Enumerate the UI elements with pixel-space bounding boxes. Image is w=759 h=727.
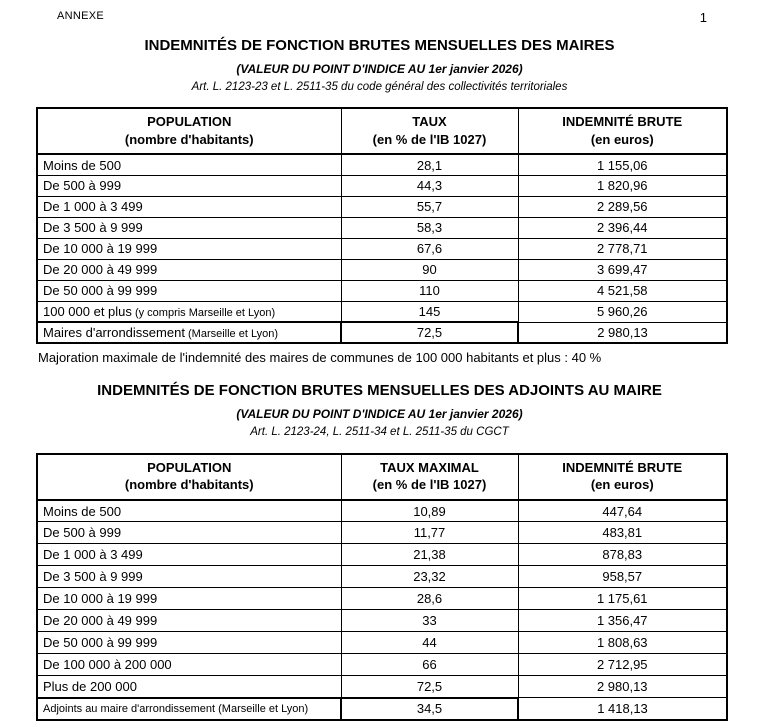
- table-row: [37, 238, 727, 259]
- taux-cell: 11,77: [341, 522, 518, 544]
- col-subtitle: (en % de l'IB 1027): [372, 477, 487, 493]
- adjoints-col-population: [37, 454, 341, 500]
- indemnite-cell: 2 980,13: [518, 676, 727, 698]
- indemnite-cell: 483,81: [518, 522, 727, 544]
- table-row: [37, 698, 727, 720]
- table-row: [37, 610, 727, 632]
- taux-cell: 21,38: [341, 544, 518, 566]
- population-cell: [37, 217, 341, 238]
- population-label: De 3 500 à 9 999: [43, 569, 143, 585]
- population-cell: [37, 196, 341, 217]
- population-cell: [37, 698, 341, 720]
- indemnite-cell: 1 155,06: [518, 154, 727, 175]
- section-adjoints: [0, 383, 759, 720]
- indemnite-cell: 2 289,56: [518, 196, 727, 217]
- population-label: Moins de 500: [43, 157, 122, 173]
- table-row: [37, 259, 727, 280]
- taux-cell: 28,1: [341, 154, 518, 175]
- indemnite-cell: 2 396,44: [518, 217, 727, 238]
- population-note: (y compris Marseille et Lyon): [131, 307, 276, 320]
- maires-col-indemnite: [518, 108, 727, 154]
- indemnite-cell: 2 778,71: [518, 238, 727, 259]
- col-subtitle: (nombre d'habitants): [124, 477, 254, 493]
- population-label: Adjoints au maire d'arrondissement: [43, 702, 216, 715]
- taux-cell: 44,3: [341, 175, 518, 196]
- population-label: Maires d'arrondissement: [43, 325, 185, 341]
- adjoints-col-indemnite: [518, 454, 727, 500]
- indemnite-cell: 447,64: [518, 500, 727, 522]
- adjoints-header-row: [37, 454, 727, 500]
- col-title: TAUX: [412, 114, 447, 130]
- col-subtitle: (nombre d'habitants): [124, 131, 254, 147]
- population-label: De 50 000 à 99 999: [43, 635, 158, 651]
- table-row: [37, 322, 727, 343]
- taux-cell: 58,3: [341, 217, 518, 238]
- indemnite-cell: 1 808,63: [518, 632, 727, 654]
- population-cell: [37, 610, 341, 632]
- population-cell: [37, 566, 341, 588]
- taux-cell: 34,5: [341, 698, 518, 720]
- population-cell: [37, 632, 341, 654]
- population-label: De 500 à 999: [43, 525, 122, 541]
- population-label: De 20 000 à 49 999: [43, 262, 158, 278]
- indemnite-cell: 1 418,13: [518, 698, 727, 720]
- maires-table: [36, 107, 728, 344]
- population-label: Moins de 500: [43, 503, 122, 519]
- taux-cell: 66: [341, 654, 518, 676]
- taux-cell: 72,5: [341, 676, 518, 698]
- population-cell: [37, 654, 341, 676]
- page-number: 1: [699, 10, 707, 25]
- col-title: INDEMNITÉ BRUTE: [562, 114, 683, 130]
- section-maires: [0, 38, 759, 366]
- adjoints-col-taux: [341, 454, 518, 500]
- table-row: [37, 544, 727, 566]
- taux-cell: 44: [341, 632, 518, 654]
- population-cell: [37, 175, 341, 196]
- col-title: POPULATION: [147, 459, 232, 475]
- population-cell: [37, 544, 341, 566]
- page-header: [0, 0, 759, 25]
- col-subtitle: (en % de l'IB 1027): [372, 131, 487, 147]
- table-row: [37, 154, 727, 175]
- maires-title: INDEMNITÉS DE FONCTION BRUTES MENSUELLES DES MAIRES: [144, 37, 615, 54]
- population-label: De 50 000 à 99 999: [43, 283, 158, 299]
- table-row: [37, 175, 727, 196]
- indemnite-cell: 5 960,26: [518, 301, 727, 322]
- adjoints-legal-reference: Art. L. 2123-24, L. 2511-34 et L. 2511-35 du CGCT: [250, 426, 509, 439]
- table-row: [37, 566, 727, 588]
- maires-legal-reference: Art. L. 2123-23 et L. 2511-35 du code général des collectivités territoriales: [191, 80, 568, 93]
- taux-cell: 110: [341, 280, 518, 301]
- table-row: [37, 632, 727, 654]
- table-row: [37, 588, 727, 610]
- maires-majoration-note: Majoration maximale de l'indemnité des maires de communes de 100 000 habitants et plus : 40 %: [38, 350, 602, 366]
- maires-col-population: [37, 108, 341, 154]
- taux-cell: 72,5: [341, 322, 518, 343]
- population-label: De 20 000 à 49 999: [43, 613, 158, 629]
- taux-cell: 67,6: [341, 238, 518, 259]
- annexe-label: ANNEXE: [57, 10, 105, 22]
- indemnite-cell: 958,57: [518, 566, 727, 588]
- adjoints-subtitle: (VALEUR DU POINT D'INDICE AU 1er janvier 2026): [236, 406, 523, 421]
- taux-cell: 28,6: [341, 588, 518, 610]
- taux-cell: 145: [341, 301, 518, 322]
- population-cell: [37, 522, 341, 544]
- population-cell: [37, 588, 341, 610]
- indemnite-cell: 878,83: [518, 544, 727, 566]
- taux-cell: 90: [341, 259, 518, 280]
- population-cell: [37, 154, 341, 175]
- indemnite-cell: 3 699,47: [518, 259, 727, 280]
- maires-subtitle: (VALEUR DU POINT D'INDICE AU 1er janvier 2026): [236, 61, 523, 76]
- population-label: De 3 500 à 9 999: [43, 220, 143, 236]
- col-title: TAUX MAXIMAL: [380, 459, 479, 475]
- maires-col-taux: [341, 108, 518, 154]
- taux-cell: 55,7: [341, 196, 518, 217]
- population-cell: [37, 322, 341, 343]
- table-row: [37, 522, 727, 544]
- table-row: [37, 500, 727, 522]
- indemnite-cell: 2 712,95: [518, 654, 727, 676]
- indemnite-cell: 4 521,58: [518, 280, 727, 301]
- population-label: De 1 000 à 3 499: [43, 199, 143, 215]
- taux-cell: 33: [341, 610, 518, 632]
- col-title: POPULATION: [147, 114, 232, 130]
- population-label: De 1 000 à 3 499: [43, 547, 143, 563]
- table-row: [37, 654, 727, 676]
- taux-cell: 10,89: [341, 500, 518, 522]
- population-cell: [37, 259, 341, 280]
- population-note: (Marseille et Lyon): [215, 702, 309, 715]
- population-label: De 100 000 à 200 000: [43, 657, 172, 673]
- indemnite-cell: 2 980,13: [518, 322, 727, 343]
- population-cell: [37, 500, 341, 522]
- population-cell: [37, 676, 341, 698]
- population-label: De 10 000 à 19 999: [43, 591, 158, 607]
- table-row: [37, 196, 727, 217]
- population-label: De 500 à 999: [43, 178, 122, 194]
- population-label: De 10 000 à 19 999: [43, 241, 158, 257]
- col-title: INDEMNITÉ BRUTE: [562, 459, 683, 475]
- adjoints-table: [36, 453, 728, 721]
- indemnite-cell: 1 175,61: [518, 588, 727, 610]
- table-row: [37, 280, 727, 301]
- population-cell: [37, 238, 341, 259]
- table-row: [37, 217, 727, 238]
- population-cell: [37, 301, 341, 322]
- adjoints-title: INDEMNITÉS DE FONCTION BRUTES MENSUELLES DES ADJOINTS AU MAIRE: [97, 382, 662, 400]
- population-note: (Marseille et Lyon): [184, 328, 279, 341]
- table-row: [37, 301, 727, 322]
- population-label: Plus de 200 000: [43, 679, 137, 695]
- taux-cell: 23,32: [341, 566, 518, 588]
- population-cell: [37, 280, 341, 301]
- col-subtitle: (en euros): [590, 131, 654, 147]
- population-label: 100 000 et plus: [43, 304, 132, 320]
- indemnite-cell: 1 820,96: [518, 175, 727, 196]
- table-row: [37, 676, 727, 698]
- indemnite-cell: 1 356,47: [518, 610, 727, 632]
- col-subtitle: (en euros): [590, 477, 654, 493]
- maires-header-row: [37, 108, 727, 154]
